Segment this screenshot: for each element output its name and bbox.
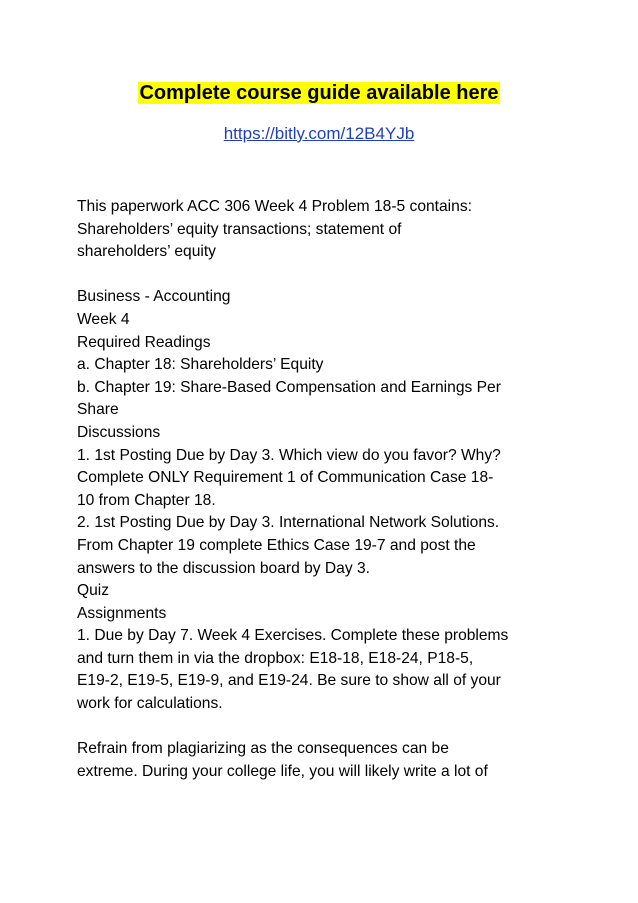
outline-line: and turn them in via the dropbox: E18-18, E18-24, P18-5, [77,649,474,667]
closing-line: Refrain from plagiarizing as the consequences can be [77,740,449,758]
outline-line: 1. 1st Posting Due by Day 3. Which view do you favor? Why? [77,446,501,464]
outline-line: 1. Due by Day 7. Week 4 Exercises. Complete these problems [77,627,509,645]
paragraph-gap [77,716,567,739]
course-guide-link[interactable]: https://bitly.com/12B4YJb [223,124,415,143]
outline-line: b. Chapter 19: Share-Based Compensation and Earnings Per [77,378,501,396]
outline-line: From Chapter 19 complete Ethics Case 19-7 and post the [77,536,476,554]
intro-line: This paperwork ACC 306 Week 4 Problem 18-5 contains: [77,198,472,215]
outline-line: Complete ONLY Requirement 1 of Communication Case 18- [77,469,494,487]
outline-line: Assignments [77,604,167,622]
outline-line: Discussions [77,423,161,441]
outline-line: 2. 1st Posting Due by Day 3. International Network Solutions. [77,514,500,532]
page-title [0,80,638,106]
intro-line: Shareholders’ equity transactions; statement of [77,220,402,238]
highlighted-title-text: Complete course guide available here [139,82,499,104]
outline-line: answers to the discussion board by Day 3. [77,559,370,577]
outline-line: a. Chapter 18: Shareholders’ Equity [77,356,324,374]
outline-line: E19-2, E19-5, E19-9, and E19-24. Be sure to show all of your [77,672,501,690]
outline-line: Share [77,401,119,419]
outline-line: work for calculations. [77,695,223,713]
paragraph-gap [77,264,567,287]
outline-line: Week 4 [77,310,130,328]
intro-line: shareholders’ equity [77,243,216,261]
closing-line: extreme. During your college life, you will likely write a lot of [77,762,488,780]
outline-line: Business - Accounting [77,288,231,306]
outline-line: Quiz [77,582,110,600]
outline-line: 10 from Chapter 18. [77,491,216,509]
document-body [77,196,567,783]
outline-line: Required Readings [77,333,211,351]
